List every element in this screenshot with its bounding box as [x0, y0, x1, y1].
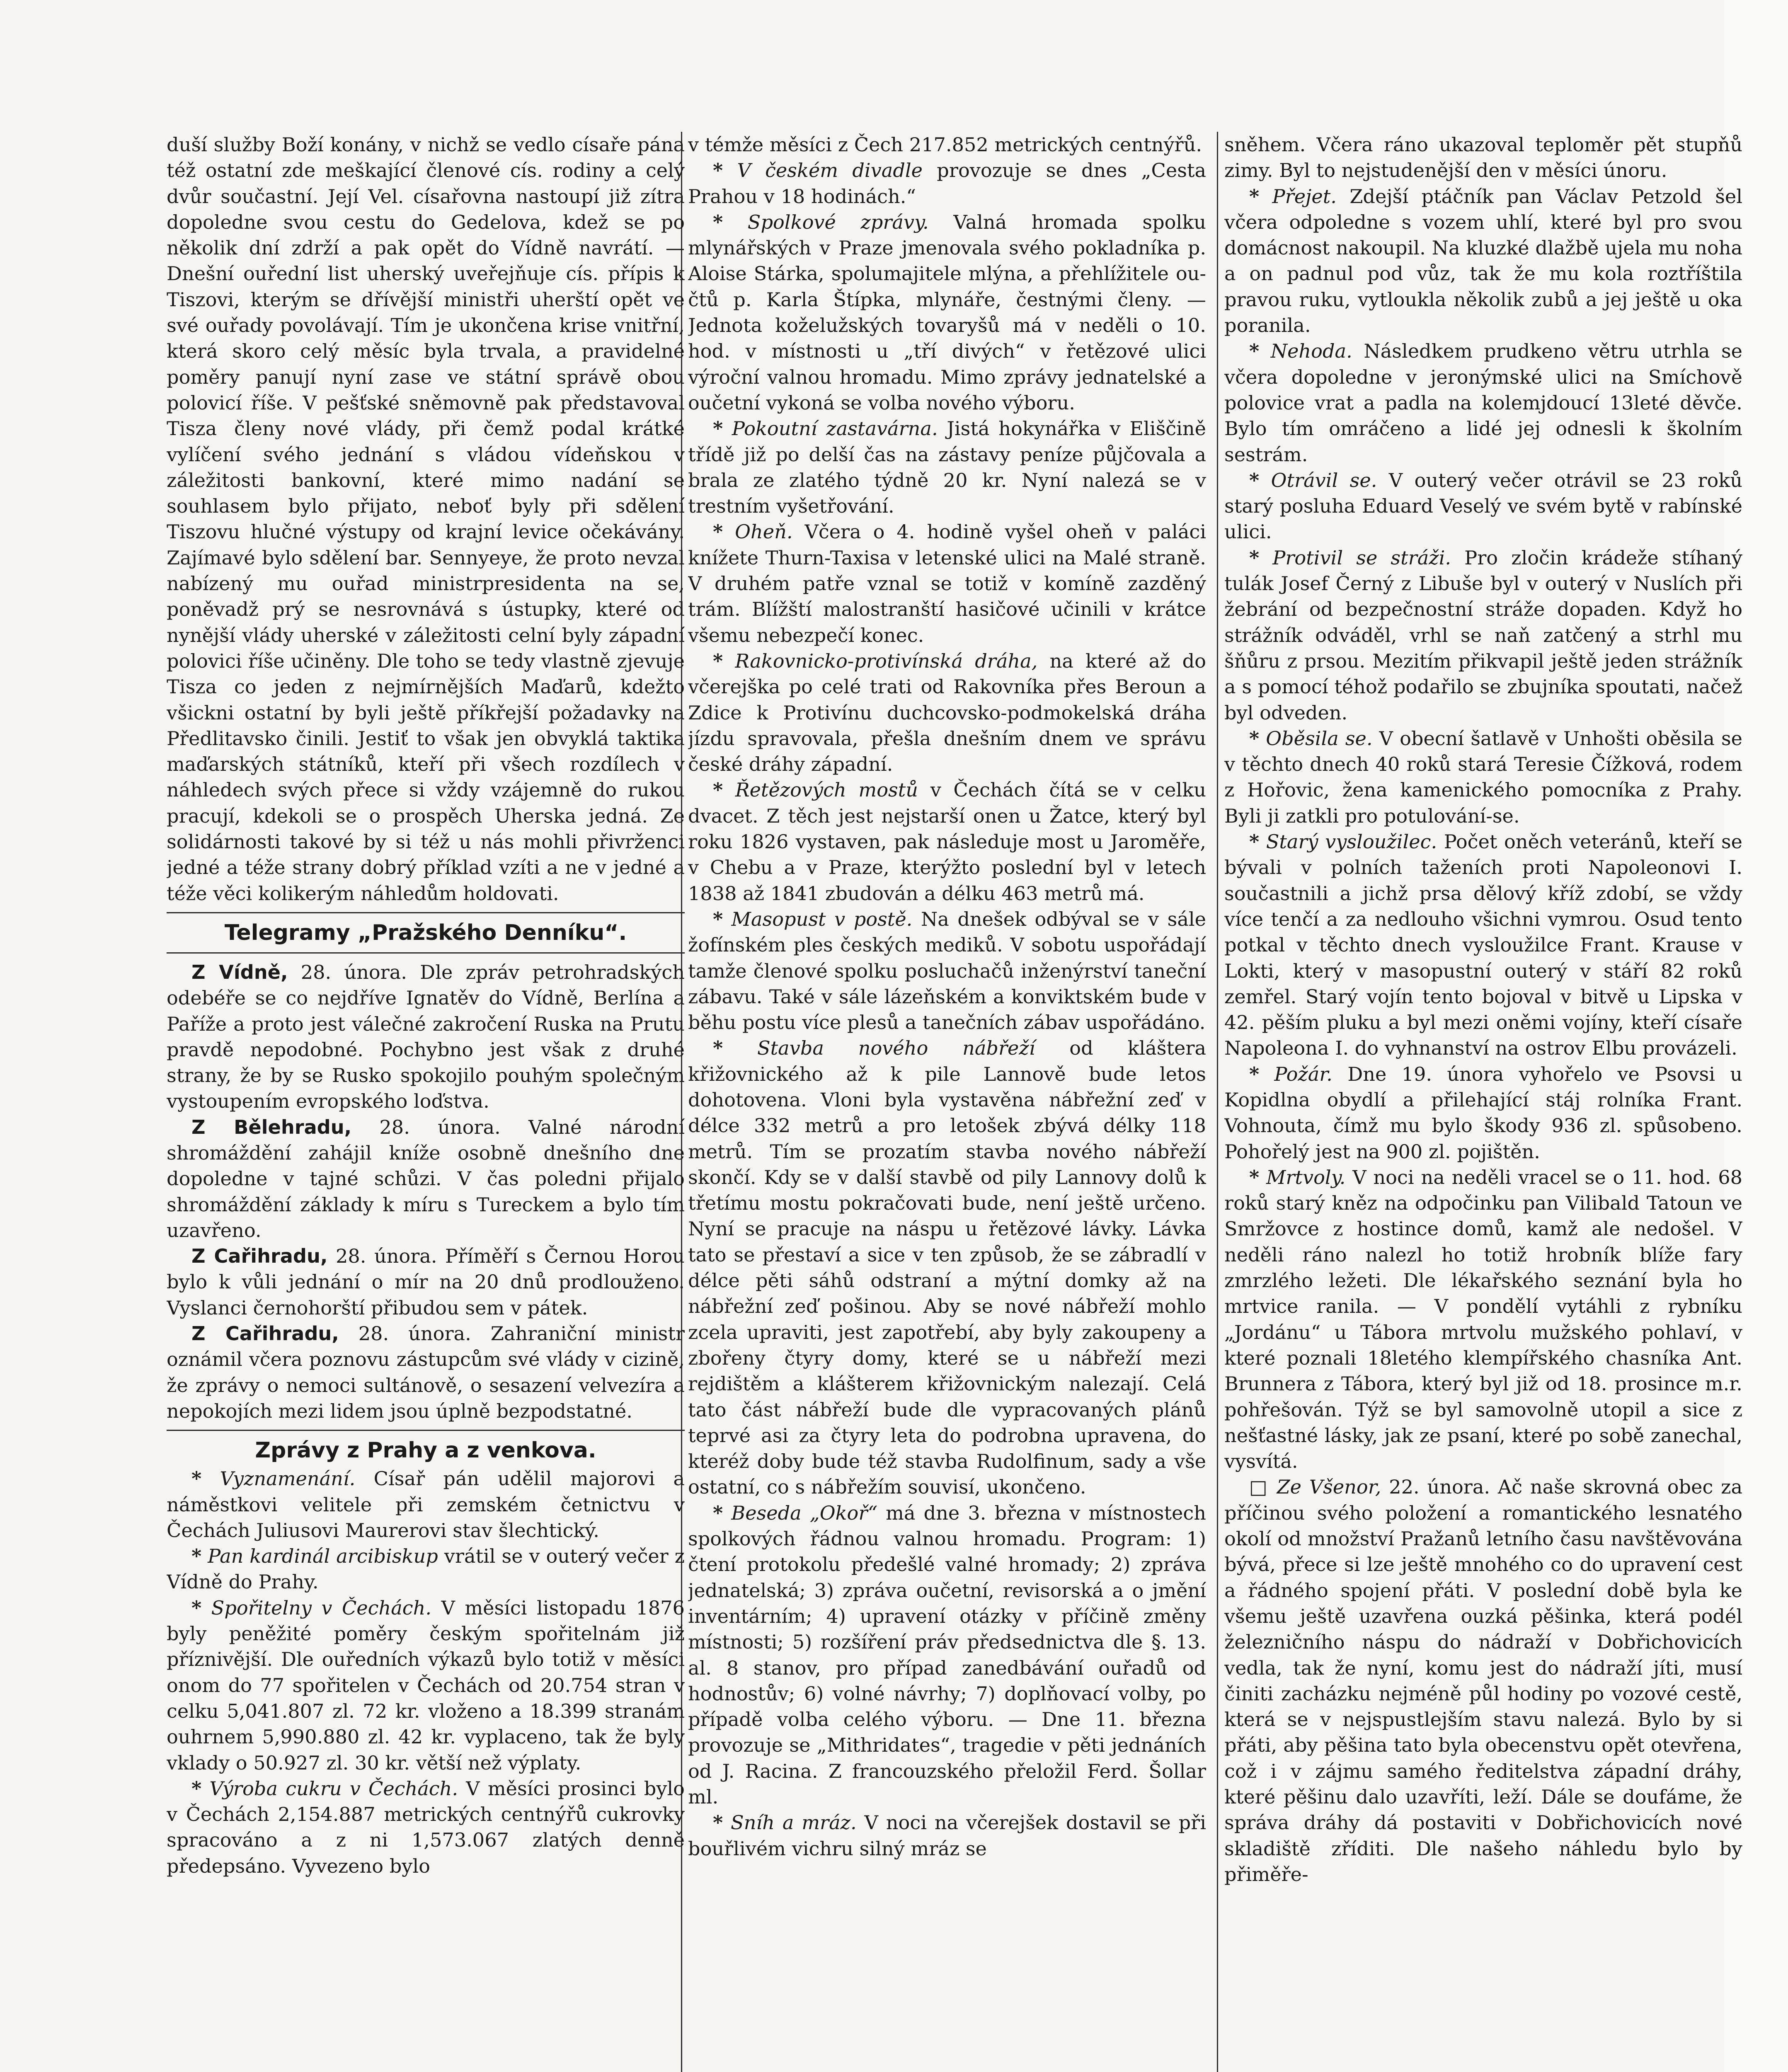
telegram-dateline: Z Cařihradu,: [191, 1322, 339, 1345]
news-item: [1224, 184, 1742, 339]
news-heading: Oběsila se.: [1266, 727, 1373, 750]
asterisk-mark: *: [713, 779, 723, 801]
news-text: provozuje se dnes „Cesta Prahou v 18 hodinách.“: [688, 159, 1206, 208]
news-text: V měsíci listopadu 1876 byly peněžité poměry českým spořitelnám již příznivější. Dle ouředních výkazů bylo totiž v měsíci onom do 77 spořitelen v Čechách od 20.754 stran v celku 5,041.807 zl. 72 kr. vloženo a 18.399 stranám ouhrnem 5,990.880 zl. 42 kr. vyplaceno, tak že byly vklady o 50.927 zl. 30 kr. větší než výplaty.: [167, 1596, 685, 1774]
news-text: Zdejší ptáčník pan Václav Petzold šel včera odpoledne s vozem uhlí, které byl pro svou domácnost nakoupil. Na kluzké dlažbě ujela mu noha a on padnul pod vůz, tak že mu kola roztříštila pravou ruku, vytloukla několik zubů a jej ještě u oka poranila.: [1224, 185, 1742, 337]
news-heading: Ze Všenor,: [1277, 1476, 1381, 1498]
news-item: [688, 1035, 1206, 1500]
news-item: [1224, 1164, 1742, 1474]
news-text: Na dnešek odbýval se v sále žofínském ples českých mediků. V sobotu uspořádají tamže členové spolku posluchačů inženýrství taneční zábavu. Také v sále lázeňském a konviktském bude v běhu postu více plesů a tanečních zábav uspořádáno.: [688, 908, 1206, 1034]
news-heading: Spořitelny v Čechách.: [211, 1596, 432, 1619]
news-text: vrátil se v outerý večer z Vídně do Prahy.: [167, 1545, 685, 1593]
news-item: [167, 1543, 685, 1595]
news-heading: Nehoda.: [1270, 340, 1352, 363]
news-item: [688, 416, 1206, 519]
column-1: [167, 132, 685, 2072]
news-heading: Rakovnicko-protivínská dráha,: [735, 649, 1038, 672]
section-divider: [167, 1430, 685, 1431]
news-text: V outerý večer otrávil se 23 roků starý posluha Eduard Veselý ve svém bytě v rabínské ulici.: [1224, 469, 1742, 543]
news-text: Následkem prudkeno větru utrhla se včera dopoledne v jeronýmské ulici na Smíchově polovice vrat a padla na kolemjdoucí 13leté děvče. Bylo tím omráčeno a lidé jej odnesli k školním sestrám.: [1224, 340, 1742, 466]
news-item: [688, 519, 1206, 648]
article-text: v témže měsíci z Čech 217.852 metrických centnýřů.: [688, 133, 1202, 156]
news-item: [688, 777, 1206, 906]
news-heading: Otrávil se.: [1271, 469, 1377, 491]
asterisk-mark: *: [713, 649, 723, 672]
asterisk-mark: *: [713, 211, 723, 233]
box-mark: □: [1249, 1476, 1269, 1498]
news-text: Pro zločin krádeže stíhaný tulák Josef Černý z Libuše byl v outerý v Nuslích při žebrání od bezpečnostní stráže dopaden. Když ho strážník odváděl, vrhl se naň zatčený a strhl mu šňůru z prsou. Mezitím přikvapil ještě jeden strážník a s pomocí téhož podařilo se zbujníka spoutati, načež byl odveden.: [1224, 546, 1742, 724]
news-heading: Starý vysloužilec.: [1266, 830, 1437, 853]
news-item: [688, 1500, 1206, 1810]
news-heading: Výroba cukru v Čechách.: [209, 1777, 458, 1800]
article-text: sněhem. Včera ráno ukazoval teploměr pět stupňů zimy. Byl to nejstudenější den v měsíci únoru.: [1224, 133, 1742, 182]
news-item: [167, 1595, 685, 1776]
news-text: Císař pán udělil majorovi a náměstkovi velitele při zemském četnictvu v Čechách Juliusovi Maurerovi stav šlechtický.: [167, 1467, 685, 1542]
news-heading: Beseda „Okoř“: [731, 1501, 878, 1524]
news-heading: Řetězových mostů: [735, 779, 918, 801]
telegram-item: [167, 1243, 685, 1321]
news-item: [1224, 829, 1742, 1061]
telegram-text: 28. února. Příměří s Černou Horou bylo k vůli jednání o mír na 20 dnů prodlouženo. Vyslanci černohorští přibudou sem v pátek.: [167, 1245, 685, 1319]
news-heading: Požár.: [1274, 1063, 1333, 1085]
news-item: [688, 906, 1206, 1035]
asterisk-mark: *: [1249, 830, 1260, 853]
asterisk-mark: *: [713, 1501, 723, 1524]
asterisk-mark: *: [1249, 340, 1260, 363]
asterisk-mark: *: [1249, 546, 1260, 569]
news-text: 22. února. Ač naše skrovná obec za příčinou svého položení a romantického lesnatého okolí od množství Pražanů letního času navštěvována bývá, přece si lze ještě mnohého co do upravení cest a řádného spojení přáti. V poslední době byla ke všemu ještě uzavřena ouzká pěšinka, která podél železničního náspu do nádraží v Dobřichovicích vedla, tak že nyní, komu jest do nádraží jíti, musí činiti zacházku nejméně půl hodiny po vozové cestě, která se v nejspustlejším stavu nalezá. Bylo by si přáti, aby pěšina tato byla obecenstvu opět otevřena, což i v zájmu samého ředitelstva západní dráhy, které pěšinu dalo uzavříti, leží. Dále se doufáme, že správa dráhy dá postaviti v Dobřichovicích nové skladiště zříditi. Dle našeho náhledu bylo by přiměře-: [1224, 1476, 1742, 1886]
news-item: [1224, 338, 1742, 467]
telegram-dateline: Z Bělehradu,: [191, 1116, 352, 1138]
column-2: [688, 132, 1206, 2072]
news-text: V měsíci prosinci bylo v Čechách 2,154.887 metrických centnýřů cukrovky spracováno a z ni 1,573.067 zlatých denně předepsáno. Vyvezeno bylo: [167, 1777, 685, 1877]
news-heading: Stavba nového nábřeží: [757, 1037, 1035, 1060]
asterisk-mark: *: [1249, 727, 1260, 750]
telegram-item: [167, 959, 685, 1114]
news-item: [1224, 726, 1742, 829]
telegram-text: 28. února. Dle zpráv petrohradských odebéře se co nejdříve Ignatěv do Vídně, Berlína a Paříže a proto jest válečné zakročení Ruska na Prutu pravdě nepodobné. Pochybno jest však z druhé strany, že by se Rusko spokojilo pouhým společným vystoupením evropského loďstva.: [167, 961, 685, 1113]
news-heading: Oheň.: [735, 520, 793, 543]
news-text: Počet oněch veteránů, kteří se bývali v polních taženích proti Napoleonovi I. součastnili a jichž prsa dělový kříž zdobí, se vždy více tenčí a za nedlouho všichni vymrou. Osud tento potkal v těchto dnech vysloužilce Frant. Krause v Lokti, který v masopustní outerý v stáří 82 roků zemřel. Starý vojín tento bojoval v bitvě u Lipska v 42. pěším pluku a byl mezi oněmi vojíny, kteří císaře Napoleona I. do vyhnanství na ostrov Elbu provázeli.: [1224, 830, 1742, 1060]
section-title-local-news: Zprávy z Prahy a z venkova.: [255, 1438, 596, 1463]
asterisk-mark: *: [713, 520, 723, 543]
asterisk-mark: *: [1249, 469, 1260, 491]
news-item: [167, 1776, 685, 1879]
news-heading: Protivil se stráži.: [1272, 546, 1451, 569]
news-heading: Pokoutní zastavárna.: [732, 417, 938, 440]
news-text: na které až do včerejška po celé trati od Rakovníka přes Beroun a Zdice k Protivínu duchcovsko-podmokelská dráha jízdu spravovala, přešla dnešním dnem ve správu české dráhy západní.: [688, 649, 1206, 776]
news-heading: Vyznamenání.: [220, 1467, 356, 1490]
news-text: Dne 19. února vyhořelo ve Psovsi u Kopidlna obydlí a přilehající stáj rolníka Frant. Vohnouta, čímž mu bylo škody 936 zl. spůsobeno. Pohořelý jest na 900 zl. pojištěn.: [1224, 1063, 1742, 1163]
telegram-dateline: Z Vídně,: [191, 961, 288, 983]
news-item: [688, 648, 1206, 777]
news-text: V noci na neděli vracel se o 11. hod. 68 roků starý kněz na odpočinku pan Vilibald Tatoun ve Smržovce z hostince domů, kamž ale nedošel. V neděli ráno nalezl ho totiž hrobník blíže fary zmrzlého ležeti. Dle lékařského seznání byla ho mrtvice ranila. — V pondělí vytáhli z rybníku „Jordánu“ u Tábora mrtvolu mužského pohlaví, v které poznali 18letého klempířského chasníka Ant. Brunnera z Tábora, který byl již od 18. prosince m.r. pohřešován. Týž se byl samovolně utopil a sice z nešťastné lásky, jak ze psaní, které po sobě zanechal, vysvítá.: [1224, 1166, 1742, 1473]
news-item: [688, 209, 1206, 416]
news-item: [1224, 467, 1742, 545]
news-text: má dne 3. března v místnostech spolkových řádnou valnou hromadu. Program: 1) čtení protokolu předešlé valné hromady; 2) zpráva jednatelská; 3) zpráva oučetní, revisorská a o jmění inventárním; 4) upravení otázky v příčině změny místnosti; 5) rozšíření práv předsednictva dle §. 13. al. 8 stanov, pro případ zanedbávání ouřadů od hodnostův; 6) volné návrhy; 7) doplňovací volby, po případě volba celého výboru. — Dne 11. března provozuje se „Mithridates“, tragedie v pěti jednáních od J. Racina. Z francouzského přeložil Ferd. Šollar ml.: [688, 1501, 1206, 1808]
news-heading: Sníh a mráz.: [731, 1811, 857, 1834]
asterisk-mark: *: [713, 159, 723, 182]
article-text: duší služby Boží konány, v nichž se vedlo císaře pána též ostatní zde meškající členové cís. rodiny a celý dvůr součastní. Její Vel. císařovna nastoupí již zítra dopoledne svou cestu do Gedelova, kdež se po několik dní zdrží a pak opět do Vídně navrátí. — Dnešní ouřední list uherský uveřejňuje cís. přípis k Tiszovi, kterým se dřívější ministři uherští opět ve své ouřady povolávají. Tím je ukončena krise vnitřní, která skoro celý měsíc byla trvala, a pravidelné poměry panují nyní zase ve státní správě obou polovicí říše. V pešťské sněmovně pak představoval Tisza členy nové vlády, při čemž podal krátké vylíčení svého jednání s vládou vídeňskou v záležitosti bankovní, které mimo nadání se souhlasem bylo přijato, neboť byly při sdělení Tiszovu hlučné výstupy od krajní levice očekávány. Zajímavé bylo sdělení bar. Sennyeye, že proto nevzal nabízený mu ouřad ministrpresidenta na se, poněvadž prý se nesrovnává s ústupky, které od nynější vlády uherské v záležitosti celní byly západní polovici říše učiněny. Dle toho se tedy vlastně zjevuje Tisza co jeden z nejmírnějších Maďarů, kdežto všickni ostatní by byli ještě příkřejší požadavky na Předlitavsko činili. Jestiť to však jen obvyklá taktika maďarských státníků, kteří při všech rozdílech v náhledech svých přece si vždy vzájemně do rukou pracují, kdekoli se o prospěch Uherska jedná. Ze solidárnosti takové by si též u nás mohli přivrženci jedné a téže strany dobrý příklad vzíti a ne v jedné a téže věci kolikerým náhledům holdovati.: [167, 133, 685, 905]
section-title-telegrams: Telegramy „Pražského Denníku“.: [224, 920, 627, 945]
asterisk-mark: *: [713, 908, 723, 930]
news-text: V noci na včerejšek dostavil se při bouřlivém vichru silný mráz se: [688, 1811, 1206, 1860]
asterisk-mark: *: [1249, 185, 1260, 208]
section-divider: [167, 912, 685, 913]
news-heading: V českém divadle: [737, 159, 923, 182]
news-heading: Mrtvoly.: [1266, 1166, 1346, 1188]
telegram-text: 28. února. Zahraniční ministr oznámil včera poznovu zástupcům své vlády v cizině, že zprávy o nemoci sultánově, o sesazení velvezíra a nepokojích mezi lidem jsou úplně bezpodstatné.: [167, 1322, 685, 1422]
news-heading: Přejet.: [1272, 185, 1337, 208]
news-item: [1224, 545, 1742, 726]
news-heading: Pan kardinál arcibiskup: [208, 1545, 438, 1568]
telegram-item: [167, 1114, 685, 1243]
telegram-text: 28. února. Valné národní shromáždění zahájil kníže osobně dnešního dne dopoledne v tajné schůzi. V čas poledni přijalo shromáždění základy k míru s Tureckem a bylo tím uzavřeno.: [167, 1116, 685, 1242]
news-text: Valná hromada spolku mlynářských v Praze jmenovala svého pokladníka p. Aloise Stárka, spolumajitele mlýna, a přehlížitele oučtů p. Karla Štípka, mlynáře, čestnými členy. — Jednota koželužských tovaryšů má v neděli o 10. hod. v místnosti u „tří divých“ v řetězové ulici výroční valnou hromadu. Mimo zprávy jednatelské a oučetní vykoná se volba nového výboru.: [688, 211, 1206, 414]
news-text: Včera o 4. hodině vyšel oheň v paláci knížete Thurn-Taxisa v letenské ulici na Malé straně. V druhém patře vznal se totiž v komíně zazděný trám. Blížští malostranští hasičové učinili v krátce všemu nebezpečí konec.: [688, 520, 1206, 646]
asterisk-mark: *: [191, 1596, 202, 1619]
telegram-item: [167, 1321, 685, 1424]
section-divider: [167, 952, 685, 954]
asterisk-mark: *: [713, 417, 723, 440]
news-text: V obecní šatlavě v Unhošti oběsila se v těchto dnech 40 roků stará Teresie Čížková, rodem z Hořovic, žena kamenického pomocníka z Prahy. Byli ji zatkli pro potulování-se.: [1224, 727, 1742, 827]
telegram-dateline: Z Cařihradu,: [191, 1245, 328, 1268]
asterisk-mark: *: [1249, 1166, 1260, 1188]
news-text: Jistá hokynářka v Eliščině třídě již po delší čas na zástavy peníze půjčovala a brala ze zlatého týdně 20 kr. Nyní nalezá se v trestním vyšetřování.: [688, 417, 1206, 518]
news-item: [688, 1810, 1206, 1861]
news-heading: Masopust v postě.: [731, 908, 913, 930]
asterisk-mark: *: [191, 1467, 202, 1490]
asterisk-mark: *: [713, 1037, 723, 1060]
column-3: [1224, 132, 1742, 2072]
news-item: [167, 1466, 685, 1543]
column-rule: [1217, 132, 1218, 2072]
asterisk-mark: *: [1249, 1063, 1260, 1085]
news-item: [1224, 1061, 1742, 1164]
news-item: [1224, 1474, 1742, 1887]
asterisk-mark: *: [713, 1811, 723, 1834]
asterisk-mark: *: [191, 1777, 202, 1800]
news-text: v Čechách čítá se v celku dvacet. Z těch jest nejstarší onen u Žatce, který byl roku 1826 vystaven, pak následuje most u Jaroměře, v Chebu a v Praze, kterýžto poslední byl v letech 1838 až 1841 zbudován a délku 463 metrů má.: [688, 779, 1206, 905]
news-text: od kláštera křižovnického až k pile Lannově bude letos dohotovena. Vloni byla vystavěna nábřežní zeď v délce 332 metrů a pro letošek zbývá délky 118 metrů. Tím se prozatím stavba nového nábřeží skončí. Kdy se v další stavbě od pily Lannovy dolů k třetímu mostu pokračovati bude, není ještě určeno. Nyní se pracuje na náspu u řetězové lávky. Lávka tato se přestaví a sice v ten způsob, že se zábradlí v délce pěti sáhů odstraní a mýtní domky až na nábřežní zeď pošinou. Aby se nové nábřeží mohlo zcela upraviti, jest zapotřebí, aby byly zakoupeny a zbořeny čtyry domy, které se u nábřeží mezi rejdištěm a klášterem křižovnickým nalezají. Celá tato část nábřeží bude dle vypracovaných plánů teprvé asi za čtyry leta do podrobna upravena, do kteréž doby bude též stavba Rudolfinum, sady a vše ostatní, co s nábřežím souvisí, ukončeno.: [688, 1037, 1206, 1498]
asterisk-mark: *: [191, 1545, 202, 1568]
news-item: [688, 157, 1206, 209]
news-heading: Spolkové zprávy.: [747, 211, 929, 233]
